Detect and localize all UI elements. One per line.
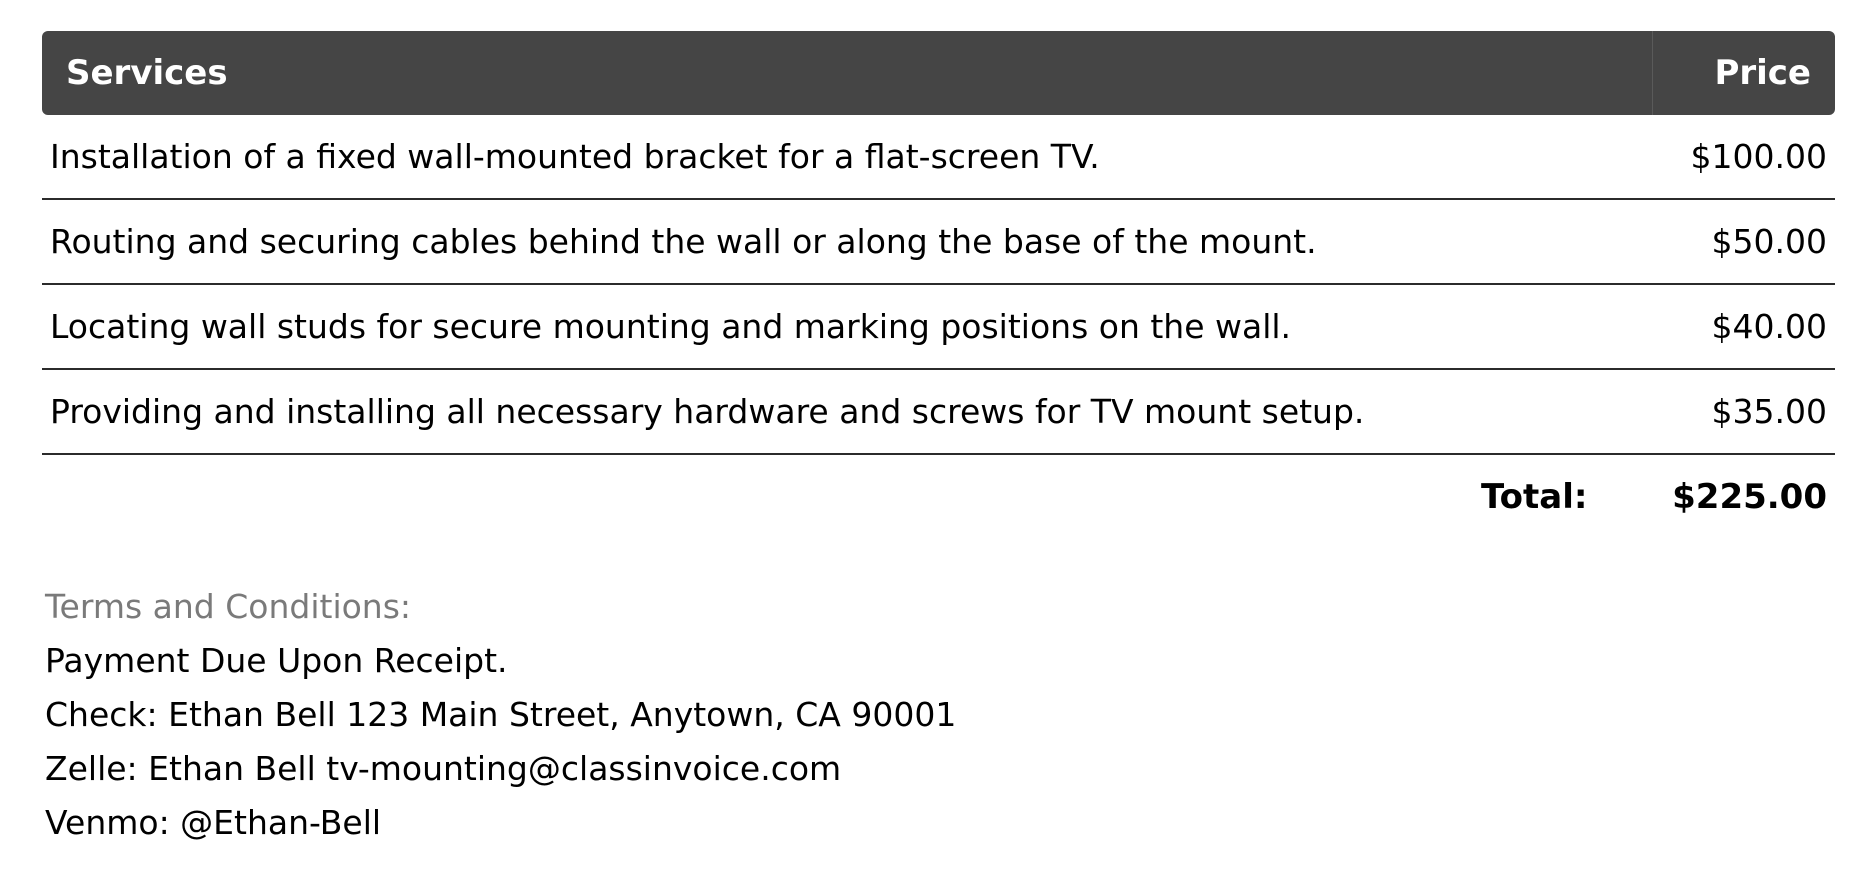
service-description: Routing and securing cables behind the wall or along the base of the mount. [50, 222, 1317, 261]
table-row [42, 285, 1835, 370]
service-price: $35.00 [1711, 392, 1827, 431]
terms-section [45, 580, 956, 850]
header-price: Price [1714, 53, 1811, 93]
terms-line: Venmo: @Ethan-Bell [45, 803, 382, 842]
table-row [42, 370, 1835, 455]
service-description: Providing and installing all necessary hardware and screws for TV mount setup. [50, 392, 1365, 431]
table-row [42, 200, 1835, 285]
service-price: $40.00 [1711, 307, 1827, 346]
terms-line: Payment Due Upon Receipt. [45, 641, 508, 680]
services-table [42, 31, 1835, 539]
service-price: $50.00 [1711, 222, 1827, 261]
total-label: Total: [1481, 477, 1588, 517]
table-row [42, 115, 1835, 200]
terms-title: Terms and Conditions: [45, 587, 412, 626]
header-services: Services [66, 53, 228, 93]
table-header [42, 31, 1835, 115]
terms-line: Zelle: Ethan Bell tv-mounting@classinvoice.com [45, 749, 842, 788]
header-column-divider [1652, 31, 1653, 115]
total-row [42, 455, 1835, 539]
service-description: Installation of a fixed wall-mounted bracket for a flat-screen TV. [50, 137, 1100, 176]
terms-line: Check: Ethan Bell 123 Main Street, Anytown, CA 90001 [45, 695, 957, 734]
total-value: $225.00 [1672, 477, 1827, 517]
service-price: $100.00 [1690, 137, 1827, 176]
service-description: Locating wall studs for secure mounting and marking positions on the wall. [50, 307, 1292, 346]
